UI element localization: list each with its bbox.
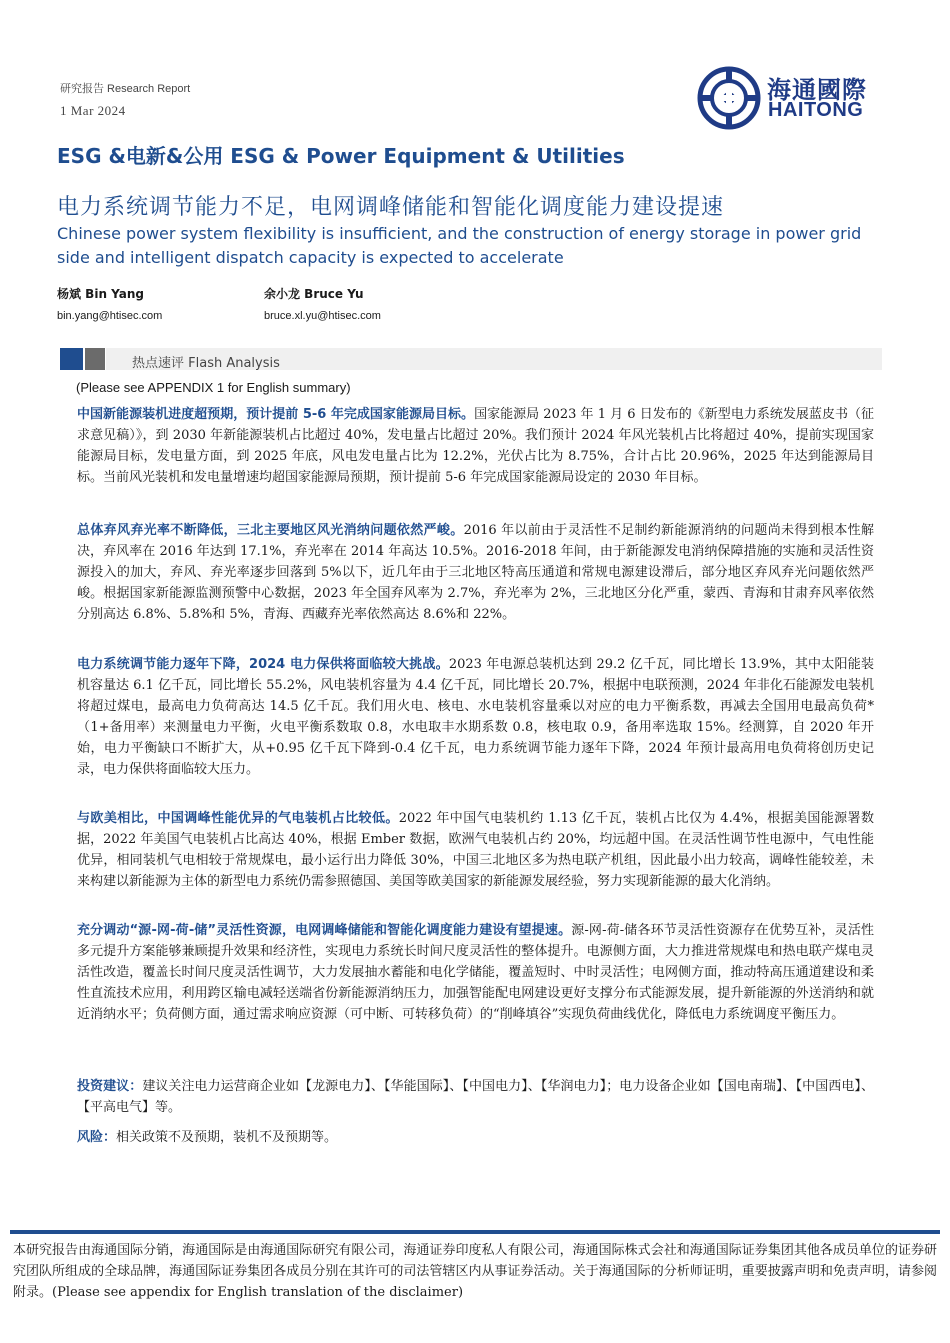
flash-analysis-label: 热点速评 Flash Analysis [132, 356, 280, 371]
appendix-note: (Please see APPENDIX 1 for English summary) [76, 380, 351, 395]
paragraph-lead: 充分调动“源-网-荷-储”灵活性资源，电网调峰储能和智能化调度能力建设有望提速。 [77, 923, 572, 938]
paragraph-lead: 与欧美相比，中国调峰性能优异的气电装机占比较低。 [77, 811, 399, 826]
footer-disclaimer: 本研究报告由海通国际分销，海通国际是由海通国际研究有限公司，海通证券印度私人有限公司，海通国际株式会社和海通国际证券集团其他各成员单位的证券研究团队所组成的全球品牌，海通国际证券集团各成员分别在其许可的司法管辖区内从事证券活动。关于海通国际的分析师证明，重要披露声明和免责声明，请参阅附录。(Please see appendix for English translation of the disclaimer) [13, 1243, 937, 1300]
report-title-en: Chinese power system flexibility is insufficient, and the construction of energy storage in power grid side and intelligent dispatch capacity is expected to accelerate [57, 224, 862, 267]
author-name: 杨斌 Bin Yang [57, 287, 144, 301]
author-email[interactable]: bin.yang@htisec.com [57, 310, 163, 322]
paragraph-body: 2023 年电源总装机达到 29.2 亿千瓦，同比增长 13.9%，其中太阳能装机容量达 6.1 亿千瓦，同比增长 55.2%，风电装机容量为 4.4 亿千瓦，同比增长 20.7%，根据中电联预测，2024 年非化石能源发电装机将超过煤电，最高电力负荷高达 14.5 亿千瓦。我们用火电、核电、水电装机容量乘以对应的电力平衡系数，再减去全国用电最高负荷*（1+备用率）来测量电力平衡，火电平衡系数取 0.8，水电取丰水期系数 0.8，核电取 0.9，备用率选取 15%。经测算，自 2020 年开始，电力平衡缺口不断扩大，从+0.95 亿千瓦下降到-0.4 亿千瓦，电力系统调节能力逐年下降，2024 年预计最高用电负荷将创历史记录，电力保供将面临较大压力。 [77, 657, 874, 777]
logo-text-cn: 海通國際 [767, 76, 867, 104]
paragraph-body: 2022 年中国气电装机约 1.13 亿千瓦，装机占比仅为 4.4%，根据美国能源署数据，2022 年美国气电装机占比高达 40%，根据 Ember 数据，欧洲气电装机占约 20%，均远超中国。在灵活性调节性电源中，气电性能优异，相同装机气电相较于常规煤电，最小运行出力降低 30%，中国三北地区多为热电联产机组，因此最小出力较高，调峰性能较差，未来构建以新能源为主体的新型电力系统仍需参照德国、美国等欧美国家的新能源发展经验，努力实现新能源的最大化消纳。 [77, 811, 874, 889]
paragraph-lead: 中国新能源装机进度超预期，预计提前 5-6 年完成国家能源局目标。 [77, 407, 475, 422]
paragraph-investment-advice [77, 1076, 874, 1118]
paragraph-body: 建议关注电力运营商企业如【龙源电力】、【华能国际】、【中国电力】、【华润电力】；电力设备企业如【国电南瑞】、【中国西电】、【平高电气】等。 [77, 1079, 874, 1115]
paragraph-body: 2016 年以前由于灵活性不足制约新能源消纳的问题尚未得到根本性解决，弃风率在 2016 年达到 17.1%，弃光率在 2014 年高达 10.5%。2016-2018 年间，由于新能源发电消纳保障措施的实施和灵活性资源投入的加大，弃风、弃光率逐步回落到 5%以下，近几年由于三北地区特高压通道和常规电源建设滞后，部分地区弃风弃光问题依然严峻。根据国家新能源监测预警中心数据，2023 年全国弃风率为 2.7%，弃光率为 2%，三北地区分化严重，蒙西、青海和甘肃弃风率依然分别高达 6.8%、5.8%和 5%，青海、西藏弃光率依然高达 8.6%和 22%。 [77, 523, 874, 622]
paragraph-gas-power [77, 808, 874, 892]
author-email[interactable]: bruce.xl.yu@htisec.com [264, 310, 381, 322]
report-type: 研究报告 Research Report [60, 83, 191, 95]
paragraph-lead: 风险： [77, 1130, 117, 1145]
haitong-emblem-icon [697, 66, 761, 130]
paragraph-flexibility-resources [77, 920, 874, 1025]
paragraph-lead: 电力系统调节能力逐年下降，2024 电力保供将面临较大挑战。 [77, 657, 449, 672]
paragraph-body: 国家能源局 2023 年 1 月 6 日发布的《新型电力系统发展蓝皮书（征求意见稿）》，到 2030 年新能源装机占比超过 40%，发电量占比超过 20%。我们预计 2024 年风光装机占比将超过 40%，提前实现国家能源局目标，发电量方面，到 2025 年底，风电发电量占比为 12.2%，光伏占比为 8.75%，合计占比 20.96%，2025 年达到能源局目标。当前风光装机和发电量增速均超国家能源局预期，预计提前 5-6 年完成国家能源局设定的 2030 年目标。 [77, 407, 874, 485]
paragraph-body: 源-网-荷-储各环节灵活性资源存在优势互补，灵活性多元提升方案能够兼顾提升效果和经济性，实现电力系统长时间尺度灵活性的整体提升。电源侧方面，大力推进常规煤电和热电联产煤电灵活性改造，覆盖长时间尺度灵活性调节，大力发展抽水蓄能和电化学储能，覆盖短时、中时灵活性；电网侧方面，推动特高压通道建设和柔性直流技术应用，利用跨区输电减轻送端省份新能源消纳压力，加强智能配电网建设更好支撑分布式能源发展，提升新能源的外送消纳和就近消纳水平；负荷侧方面，通过需求响应资源（可中断、可转移负荷）的“削峰填谷”实现负荷曲线优化，降低电力系统调度平衡压力。 [77, 923, 874, 1022]
paragraph-lead: 投资建议： [77, 1079, 143, 1094]
bar-block-blue [60, 348, 83, 370]
footer-divider [10, 1230, 940, 1234]
paragraph-regulation-capacity [77, 654, 874, 780]
sector-title: ESG &电新&公用 ESG & Power Equipment & Utilities [57, 144, 625, 168]
paragraph-body: 相关政策不及预期，装机不及预期等。 [116, 1130, 338, 1145]
flash-analysis-bar [60, 348, 882, 370]
haitong-logo [697, 66, 887, 130]
report-title-cn: 电力系统调节能力不足，电网调峰储能和智能化调度能力建设提速 [57, 195, 725, 220]
author-name: 余小龙 Bruce Yu [264, 287, 364, 301]
logo-text-en: HAITONG [768, 99, 864, 121]
paragraph-risk [77, 1127, 874, 1148]
paragraph-curtailment [77, 520, 874, 625]
paragraph-lead: 总体弃风弃光率不断降低，三北主要地区风光消纳问题依然严峻。 [77, 523, 464, 538]
bar-block-gray [85, 348, 105, 370]
report-date: 1 Mar 2024 [60, 103, 126, 118]
paragraph-new-energy-installation [77, 404, 874, 488]
